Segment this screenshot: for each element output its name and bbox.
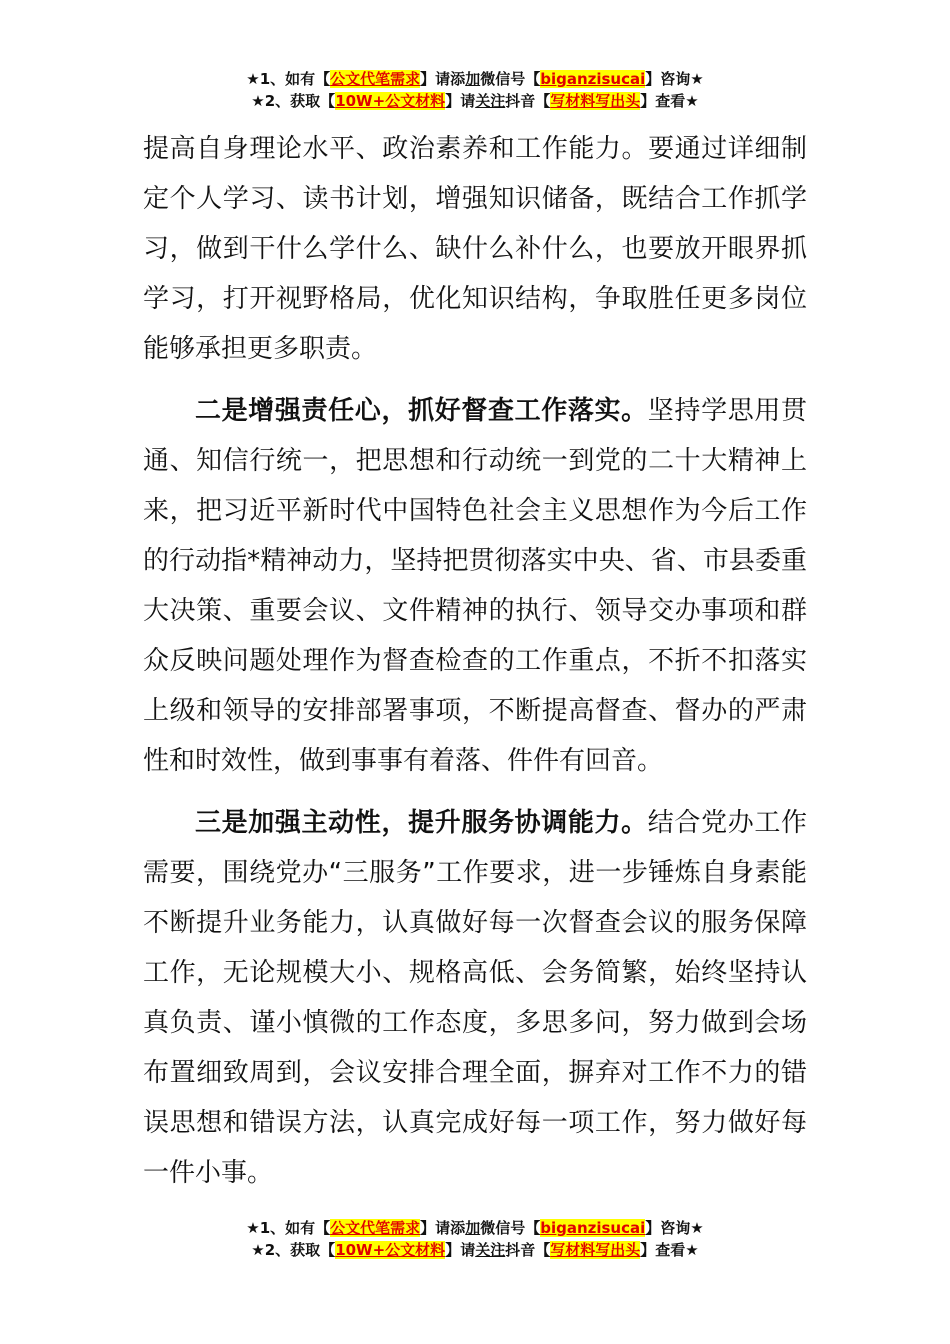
paragraph-3	[143, 798, 807, 1198]
highlight-service: 公文代笔需求	[330, 1219, 421, 1237]
banner-line-2	[0, 1239, 950, 1261]
paragraph-text: 提高自身理论水平、政治素养和工作能力。要通过详细制定个人学习、读书计划，增强知识储备，既结合工作抓学习，做到干什么学什么、缺什么补什么，也要放开眼界抓学习，打开视野格局，优化知识结构，争取胜任更多岗位能够承担更多职责。	[143, 134, 807, 364]
banner-line-1	[0, 1217, 950, 1239]
banner-text: 】查看★	[640, 92, 699, 110]
paragraph-1	[143, 124, 807, 374]
banner-text: 】咨询★	[645, 1219, 704, 1237]
document-body	[143, 124, 807, 1198]
banner-text: 抖音【	[505, 92, 551, 110]
paragraph-text: 坚持学思用贯通、知信行统一，把思想和行动统一到党的二十大精神上来，把习近平新时代中国特色社会主义思想作为今后工作的行动指*精神动力，坚持把贯彻落实中央、省、市县委重大决策、重要会议、文件精神的执行、领导交办事项和群众反映问题处理作为督查检查的工作重点，不折不扣落实上级和领导的安排部署事项，不断提高督查、督办的严肃性和时效性，做到事事有着落、件件有回音。	[143, 396, 807, 776]
footer-banner	[0, 1217, 950, 1261]
banner-text: 微信号【	[480, 70, 541, 88]
highlight-materials: 10W+公文材料	[335, 92, 446, 110]
paragraph-text: 结合党办工作需要，围绕党办“三服务”工作要求，进一步锤炼自身素能不断提升业务能力，认真做好每一次督查会议的服务保障工作，无论规模大小、规格高低、会务简繁，始终坚持认真负责、谨小慎微的工作态度，多思多问，努力做到会场布置细致周到，会议安排合理全面，摒弃对工作不力的错误思想和错误方法，认真完成好每一项工作，努力做好每一件小事。	[143, 808, 807, 1188]
banner-underlined: 关注	[475, 1241, 506, 1259]
banner-text: ★1、如有【	[246, 1219, 331, 1237]
paragraph-heading: 二是增强责任心，抓好督查工作落实。	[195, 396, 648, 426]
banner-underlined: 加	[465, 1219, 481, 1237]
highlight-wechat-id: biganzisucai	[540, 1219, 646, 1237]
paragraph-2	[143, 386, 807, 786]
banner-text: 微信号【	[480, 1219, 541, 1237]
banner-text: ★1、如有【	[246, 70, 331, 88]
highlight-douyin-account: 写材料写出头	[550, 92, 641, 110]
banner-text: 】请添	[420, 70, 466, 88]
banner-text: 】查看★	[640, 1241, 699, 1259]
banner-underlined: 关注	[475, 92, 506, 110]
banner-text: 】咨询★	[645, 70, 704, 88]
header-banner	[0, 68, 950, 112]
highlight-service: 公文代笔需求	[330, 70, 421, 88]
highlight-wechat-id: biganzisucai	[540, 70, 646, 88]
banner-text: 】请添	[420, 1219, 466, 1237]
banner-text: ★2、获取【	[251, 1241, 336, 1259]
paragraph-heading: 三是加强主动性，提升服务协调能力。	[195, 808, 648, 838]
banner-underlined: 加	[465, 70, 481, 88]
highlight-douyin-account: 写材料写出头	[550, 1241, 641, 1259]
banner-text: ★2、获取【	[251, 92, 336, 110]
banner-line-1	[0, 68, 950, 90]
highlight-materials: 10W+公文材料	[335, 1241, 446, 1259]
banner-text: 】请	[445, 1241, 476, 1259]
banner-line-2	[0, 90, 950, 112]
banner-text: 抖音【	[505, 1241, 551, 1259]
banner-text: 】请	[445, 92, 476, 110]
